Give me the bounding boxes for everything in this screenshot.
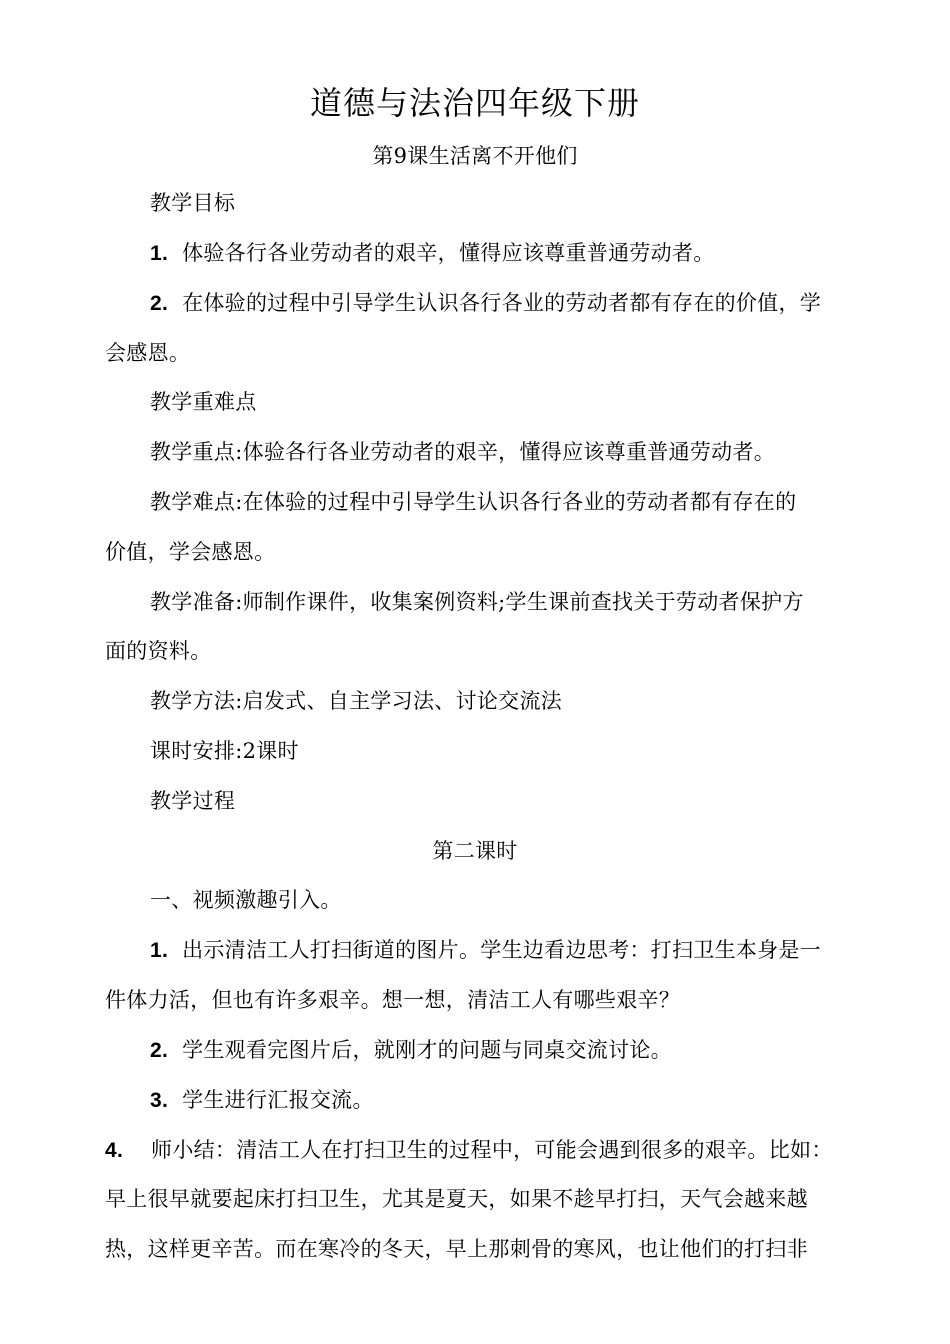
step-text-continued: 件体力活，但也有许多艰辛。想一想，清洁工人有哪些艰辛？: [105, 988, 681, 1012]
difficulty-point-continued: 价值，学会感恩。: [105, 540, 276, 564]
section-heading: 一、视频激趣引入。: [150, 888, 342, 912]
objective-number: 2.: [150, 292, 169, 315]
key-difficulty-heading: 教学重难点: [150, 390, 257, 414]
difficulty-point: 教学难点:在体验的过程中引导学生认识各行各业的劳动者都有存在的: [150, 490, 797, 514]
objective-text: 体验各行各业劳动者的艰辛，懂得应该尊重普通劳动者。: [182, 241, 715, 265]
objectives-heading: 教学目标: [150, 191, 236, 215]
step-text: 学生观看完图片后，就刚才的问题与同桌交流讨论。: [182, 1038, 672, 1062]
step-number: 2.: [150, 1039, 169, 1062]
objective-text-continued: 会感恩。: [105, 341, 191, 365]
step-item: [150, 1087, 374, 1114]
teaching-method: 教学方法:启发式、自主学习法、讨论交流法: [150, 689, 563, 713]
objective-number: 1.: [150, 242, 169, 265]
summary-text: 师小结：清洁工人在打扫卫生的过程中，可能会遇到很多的艰辛。比如：: [151, 1138, 833, 1162]
process-heading: 教学过程: [150, 789, 236, 813]
document-title: 道德与法治四年级下册: [309, 84, 640, 122]
objective-item: [150, 290, 821, 317]
step-item: [150, 937, 821, 964]
preparation-continued: 面的资料。: [105, 639, 212, 663]
lesson-subtitle: 第9课生活离不开他们: [372, 144, 578, 168]
summary-text-continued: 早上很早就要起床打扫卫生，尤其是夏天，如果不趁早打扫，天气会越来越: [105, 1187, 808, 1211]
summary-item: [105, 1137, 833, 1164]
lesson-heading: 第二课时: [432, 839, 518, 863]
summary-text-continued: 热，这样更辛苦。而在寒冷的冬天，早上那刺骨的寒风，也让他们的打扫非: [105, 1237, 808, 1261]
preparation: 教学准备:师制作课件，收集案例资料;学生课前查找关于劳动者保护方: [150, 590, 804, 614]
summary-number: 4.: [105, 1139, 124, 1162]
objective-item: [150, 240, 715, 267]
schedule: 课时安排:2课时: [150, 739, 299, 763]
step-number: 1.: [150, 939, 169, 962]
step-number: 3.: [150, 1089, 169, 1112]
step-text: 出示清洁工人打扫街道的图片。学生边看边思考：打扫卫生本身是一: [182, 938, 822, 962]
step-item: [150, 1037, 672, 1064]
objective-text: 在体验的过程中引导学生认识各行各业的劳动者都有存在的价值，学: [182, 291, 822, 315]
step-text: 学生进行汇报交流。: [182, 1088, 374, 1112]
key-point: 教学重点:体验各行各业劳动者的艰辛，懂得应该尊重普通劳动者。: [150, 440, 776, 464]
